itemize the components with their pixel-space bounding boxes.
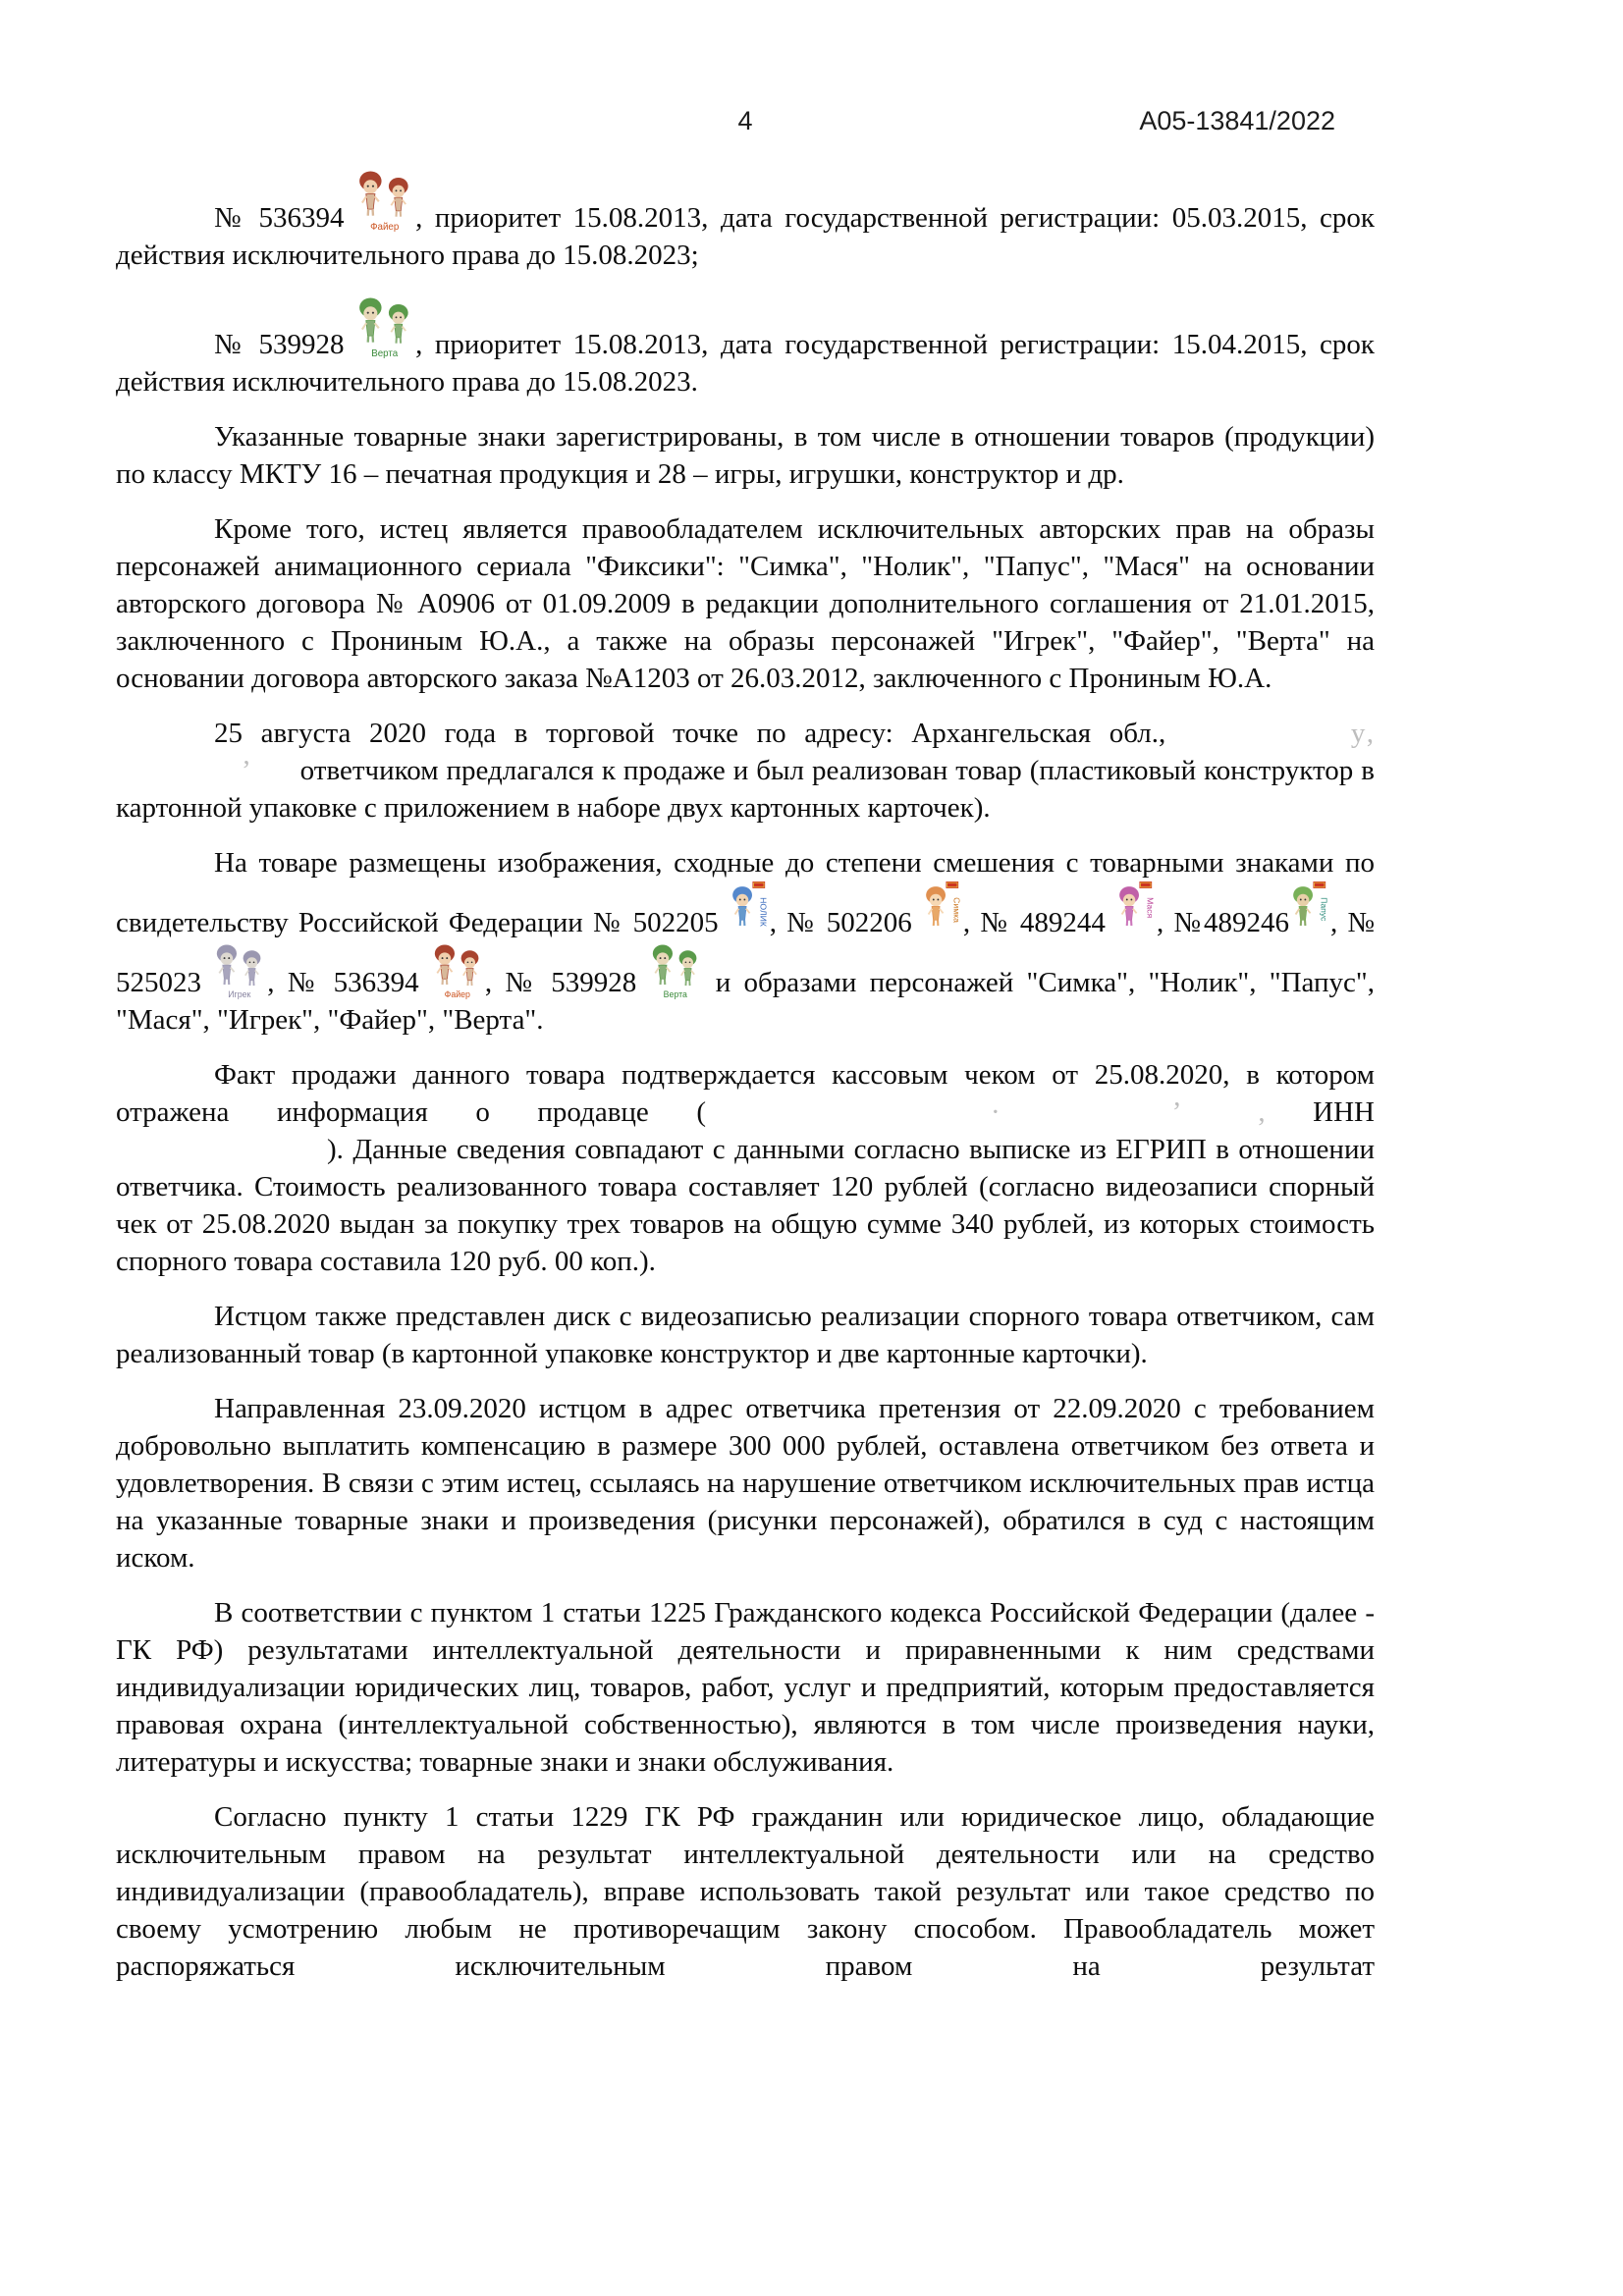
text-run: , приоритет 15.08.2013, дата государственной регистрации: 15.04.2015, срок действия исключительного права до 15.08.2023. [116,329,1375,398]
text-run: и образами персонажей "Симка", "Нолик", "Папус", "Мася", "Игрек", "Файер", "Верта". [116,967,1376,1036]
svg-text:Файер: Файер [370,222,400,233]
paragraph [116,510,1375,697]
svg-text:НОЛИК: НОЛИК [758,897,769,927]
paragraph [116,165,1375,274]
svg-text:Симка: Симка [951,897,962,923]
document-body [116,165,1375,2002]
trademark-502206-image [922,881,963,940]
trademark-536394-image [432,941,485,1000]
paragraph [116,418,1375,493]
svg-text:Верта: Верта [663,989,687,999]
text-run: , № 489244 [962,907,1116,938]
text-run: Согласно пункту 1 статьи 1229 ГК РФ гражданин или юридическое лицо, обладающие исключительным правом на результат интеллектуальной деятельности или на средство индивидуализации (правообладатель), вправе использовать такой результат или такое средство по своему усмотрению любым не противоречащим закону способом. Правообладатель может распоряжаться исключительным правом на результат [116,1801,1375,1982]
text-run: , № 539928 [484,967,650,998]
text-run: ИНН [1265,1096,1375,1128]
text-run: В соответствии с пунктом 1 статьи 1225 Гражданского кодекса Российской Федерации (далее - ГК РФ) результатами интеллектуальной деятельности и приравненными к ним средствами индивидуализации юридических лиц, товаров, работ, услуг и предприятий, которым предоставляется правовая охрана (интеллектуальной собственностью), являются в том числе произведения науки, литературы и искусства; товарные знаки и знаки обслуживания. [116,1597,1375,1778]
redacted-gap [116,1156,327,1158]
text-run: ответчиком предлагался к продаже и был реализован товар (пластиковый конструктор в картонной упаковке с приложением в наборе двух картонных карточек). [116,755,1375,824]
trademark-502205-image [729,881,770,940]
trademark-539928-image [650,941,703,1000]
redacted-gap [706,1119,991,1121]
redaction-remnant: , [1258,1096,1266,1128]
svg-text:Верта: Верта [371,348,399,359]
redaction-remnant: ’ [1171,1096,1182,1128]
redaction-remnant: ’ [242,755,251,786]
paragraph [116,292,1375,400]
redacted-gap [1181,1119,1258,1121]
text-run: Истцом также представлен диск с видеозаписью реализации спорного товара ответчиком, сам реализованный товар (в картонной упаковке конструктор и две картонные карточки). [116,1301,1375,1369]
paragraph [116,1594,1375,1781]
svg-text:Мася: Мася [1145,897,1156,919]
paragraph [116,1798,1375,1985]
redaction-remnant: у‚ [1350,718,1375,749]
paragraph [116,1390,1375,1576]
page-header [116,106,1375,145]
text-run: , приоритет 15.08.2013, дата государственной регистрации: 05.03.2015, срок действия исключительного права до 15.08.2023; [116,202,1375,271]
page-number: 4 [737,106,753,135]
text-run: , № 502206 [769,907,922,938]
trademark-489244-image [1115,881,1157,940]
trademark-489246-image [1289,881,1330,940]
text-run: № 539928 [214,329,357,360]
trademark-536394-image [356,165,415,236]
paragraph [116,1056,1375,1280]
text-run: Факт продажи данного товара подтверждается кассовым чеком от 25.08.2020, в котором отражена информация о продавце ( [116,1059,1375,1128]
redacted-gap [116,777,242,779]
redacted-gap [1184,740,1351,742]
text-run: , №489246 [1157,907,1289,938]
svg-text:Игрек: Игрек [228,989,251,999]
text-run: № 536394 [214,202,357,234]
paragraph [116,844,1375,1039]
redaction-remnant: · [991,1096,1001,1128]
paragraph [116,1298,1375,1372]
paragraph [116,715,1375,827]
text-run: ). Данные сведения совпадают с данными согласно выписке из ЕГРИП в отношении ответчика. Стоимость реализованного товара составляет 120 рублей (согласно видеозаписи спорный чек от 25.08.2020 выдан за покупку трех товаров на общую сумме 340 рублей, из которых стоимость спорного товара составила 120 руб. 00 коп.). [116,1134,1375,1277]
text-run: На товаре размещены изображения, сходные до степени смешения с товарными знаками по свидетельству Российской Федерации № 502205 [116,847,1375,938]
text-run: Указанные товарные знаки зарегистрированы, в том числе в отношении товаров (продукции) по классу МКТУ 16 – печатная продукция и 28 – игры, игрушки, конструктор и др. [116,421,1375,490]
text-run: , № 525023 [116,907,1376,998]
text-run: 25 августа 2020 года в торговой точке по адресу: Архангельская обл., [214,718,1184,749]
redacted-gap [1001,1119,1172,1121]
text-run: Направленная 23.09.2020 истцом в адрес ответчика претензия от 22.09.2020 с требованием добровольно выплатить компенсацию в размере 300 000 рублей, оставлена ответчиком без ответа и удовлетворения. В связи с этим истец, ссылаясь на нарушение ответчиком исключительных прав истца на указанные товарные знаки и произведения (рисунки персонажей), обратился в суд с настоящим иском. [116,1393,1375,1574]
svg-text:Файер: Файер [444,989,470,999]
text-run: Кроме того, истец является правообладателем исключительных авторских прав на образы персонажей анимационного сериала "Фиксики": "Симка", "Нолик", "Папус", "Мася" на основании авторского договора № А0906 от 01.09.2009 в редакции дополнительного соглашения от 21.01.2015, заключенного с Прониным Ю.А., а также на образы персонажей "Игрек", "Файер", "Верта" на основании договора авторского заказа №А1203 от 26.03.2012, заключенного с Прониным Ю.А. [116,513,1375,694]
text-run: , № 536394 [267,967,432,998]
trademark-539928-image [356,292,415,362]
redacted-gap [251,777,293,779]
trademark-525023-image [214,941,267,1000]
svg-text:Папус: Папус [1319,897,1329,922]
case-number: А05-13841/2022 [1139,106,1335,135]
